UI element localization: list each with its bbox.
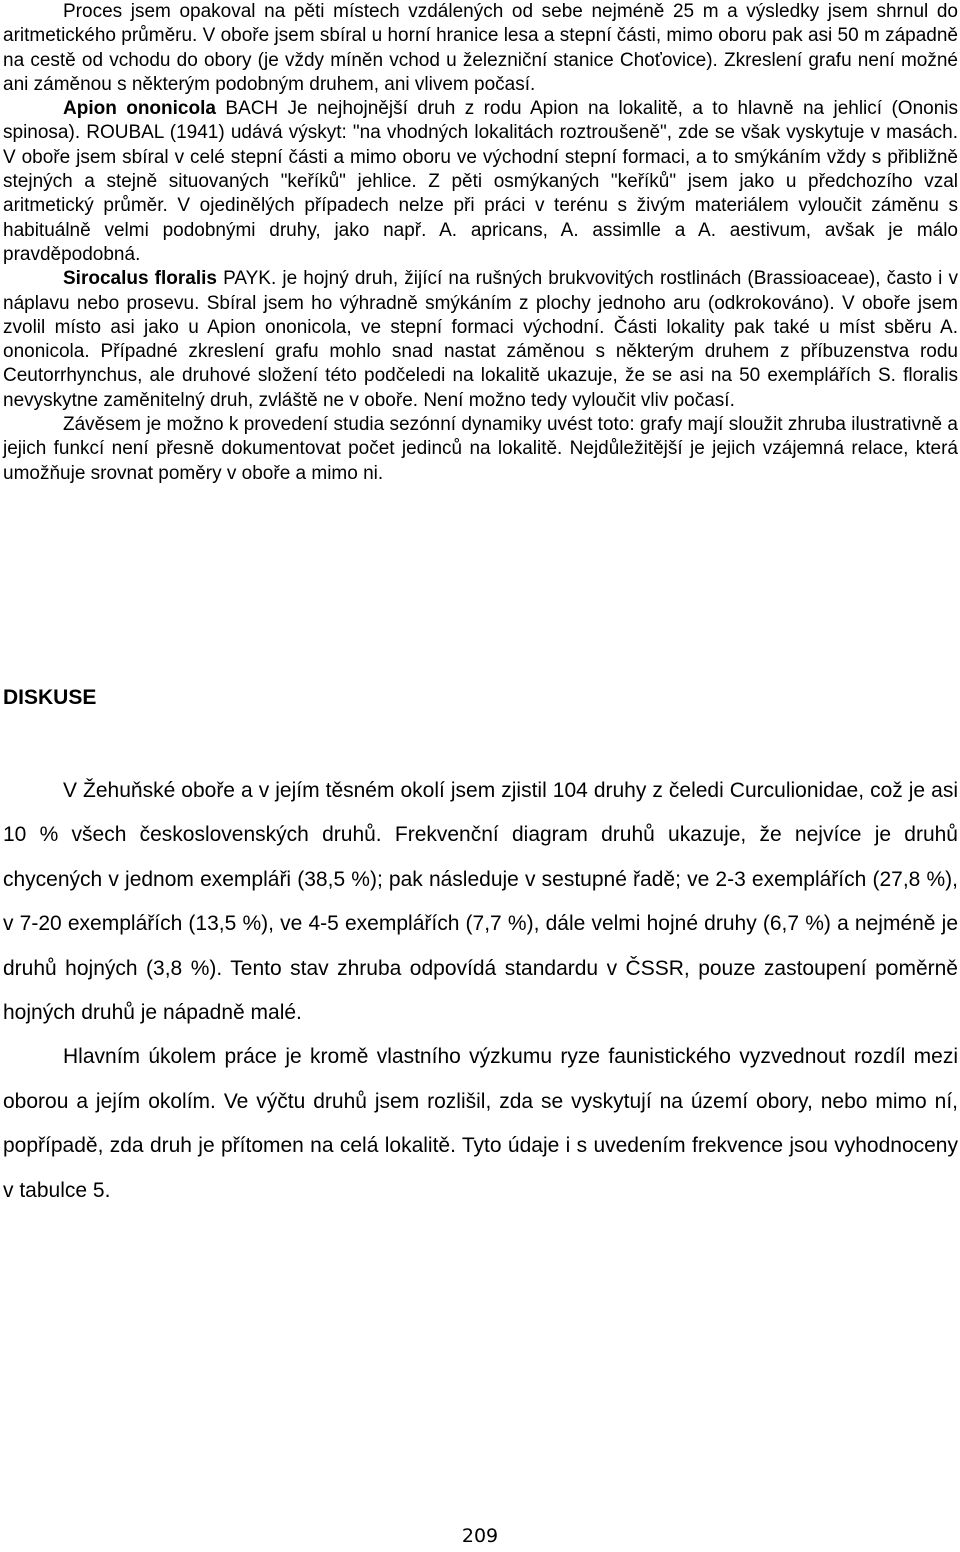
text-body xyxy=(3,0,958,486)
discussion-paragraph-2: Hlavním úkolem práce je kromě vlastního výzkumu ryze faunistického vyzvednout rozdíl mezi oborou a jejím okolím. Ve výčtu druhů jsem rozlišil, zda se vyskytují na území obory, nebo mimo ní, popřípadě, zda druh je přítomen na celá lokalitě. Tyto údaje i s uvedením frekvence jsou vyhodnoceny v tabulce 5. xyxy=(3,1045,958,1202)
paragraph-sirocalus-floralis xyxy=(3,267,958,413)
discussion-body xyxy=(3,769,958,1213)
section-heading-diskuse: DISKUSE xyxy=(3,686,97,709)
species-name-apion: Apion ononicola xyxy=(63,98,216,120)
page-number: 209 xyxy=(461,1525,499,1547)
paragraph-apion-text: BACH Je nejhojnější druh z rodu Apion na lokalitě, a to hlavně na jehlicí (Ononis spinosa). ROUBAL (1941) udává výskyt: "na vhodných lokalitách roztroušeně", zde se však vyskytuje v masách. V oboře jsem sbíral v celé stepní části a mimo oboru ve východní stepní formaci, a to smýkáním vždy s přibližně stejných a stejně situovaných "keříků" jehlice. Z pěti osmýkaných "keříků" jsem jako u předchozího vzal aritmetický průměr. V ojedinělých případech nelze při práci v terénu s živým materiálem vyloučit záměnu s habituálně velmi podobnými druhy, jako např. A. apricans, A. assimlle a A. aestivum, avšak je málo pravděpodobná. xyxy=(3,98,958,265)
paragraph-apion-ononicola xyxy=(3,97,958,267)
discussion-paragraph-1: V Žehuňské oboře a v jejím těsném okolí jsem zjistil 104 druhy z čeledi Curculionidae, což je asi 10 % všech československých druhů. Frekvenční diagram druhů ukazuje, že nejvíce je druhů chycených v jednom exempláři (38,5 %); pak následuje v sestupné řadě; ve 2-3 exemplářích (27,8 %), v 7-20 exemplářích (13,5 %), ve 4-5 exemplářích (7,7 %), dále velmi hojné druhy (6,7 %) a nejméně je druhů hojných (3,8 %). Tento stav zhruba odpovídá standardu v ČSSR, pouze zastoupení poměrně hojných druhů je nápadně malé. xyxy=(3,779,958,1025)
paragraph-sirocalus-text: PAYK. je hojný druh, žijící na rušných brukvovitých rostlinách (Brassioaceae), často i v náplavu nebo prosevu. Sbíral jsem ho výhradně smýkáním z plochy jednoho aru (odkrokováno). V oboře jsem zvolil místo asi jako u Apion ononicola, ve stepní formaci východní. Části lokality pak také u míst sběru A. ononicola. Případné zkreslení grafu mohlo snad nastat záměnou s některým druhem z příbuzenstva rodu Ceutorrhynchus, ale druhové složení této podčeledi na lokalitě ukazuje, že se asi na 50 exemplářích S. floralis nevyskytne zaměnitelný druh, zvláště ne v oboře. Není možno tedy vyloučit vliv počasí. xyxy=(3,268,958,411)
paragraph-conclusion: Závěsem je možno k provedení studia sezónní dynamiky uvést toto: grafy mají sloužit zhruba ilustrativně a jejich funkcí není přesně dokumentovat počet jedinců na lokalitě. Nejdůležitější je jejich vzájemná relace, která umožňuje srovnat poměry v oboře a mimo ni. xyxy=(3,414,958,484)
species-name-sirocalus: Sirocalus floralis xyxy=(63,268,217,290)
paragraph-method: Proces jsem opakoval na pěti místech vzdálených od sebe nejméně 25 m a výsledky jsem shrnul do aritmetického průměru. V oboře jsem sbíral u horní hranice lesa a stepní části, mimo oboru pak asi 50 m západně na cestě od vchodu do obory (je vždy míněn vchod u železniční stanice Choťovice). Zkreslení grafu není možné ani záměnou s některým podobným druhem, ani vlivem počasí. xyxy=(3,1,958,95)
